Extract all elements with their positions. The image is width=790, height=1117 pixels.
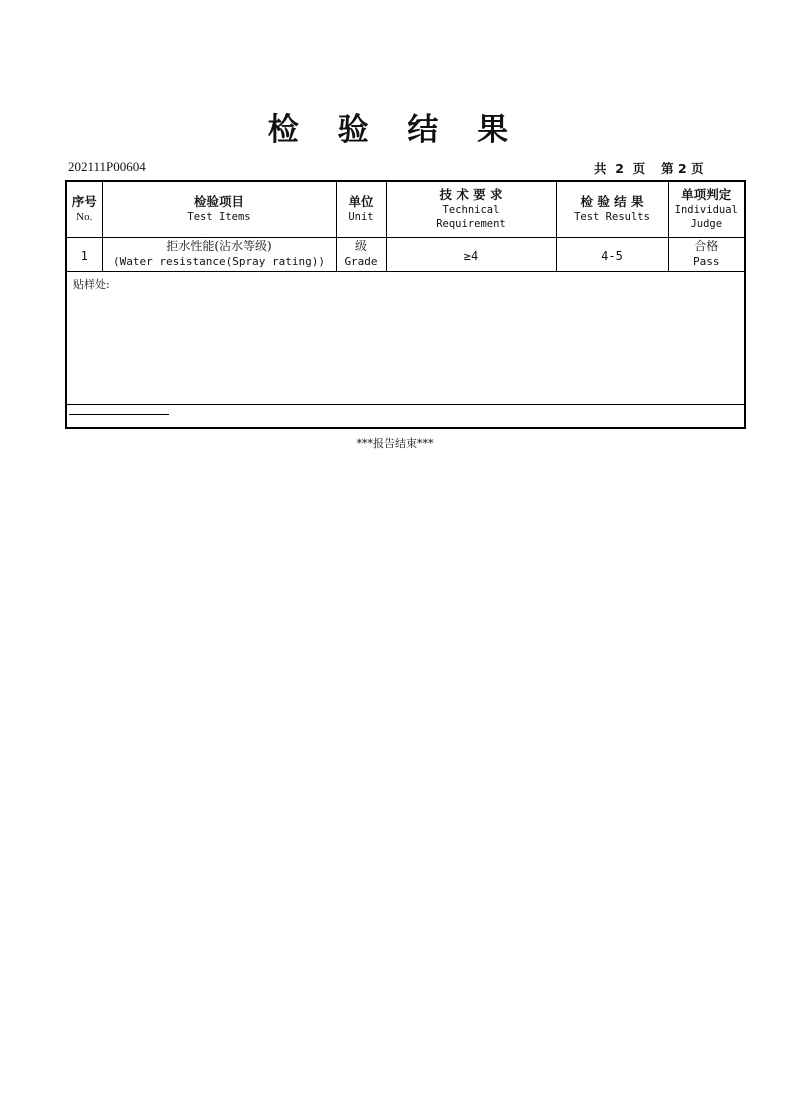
header-seq-en: No.	[76, 211, 93, 224]
header-judge-zh: 单项判定	[681, 187, 732, 203]
table-header-row	[66, 181, 745, 237]
report-number: 202111P00604	[68, 159, 146, 174]
header-item-zh: 检验项目	[193, 194, 244, 210]
page-title: 检 验 结 果	[267, 112, 523, 148]
header-requirement-en-2: Requirement	[436, 218, 506, 231]
header-item	[102, 181, 336, 237]
total-pages: 2	[615, 161, 624, 176]
header-unit-en: Unit	[348, 211, 374, 224]
page-count	[594, 159, 724, 177]
report-end-mark: ***报告结束***	[356, 437, 434, 450]
cell-judge	[668, 237, 745, 271]
signature-row	[66, 404, 745, 428]
signature-cell	[66, 404, 745, 428]
sample-area-row	[66, 271, 745, 404]
header-judge	[668, 181, 745, 237]
sample-area-label: 贴样处:	[73, 277, 110, 291]
results-table	[65, 180, 746, 429]
header-result-zh: 检 验 结 果	[580, 194, 644, 210]
cell-seq	[66, 237, 102, 271]
header-result-en: Test Results	[574, 211, 650, 224]
row-seq: 1	[80, 248, 88, 263]
row-item-en: (Water resistance(Spray rating))	[113, 255, 325, 268]
total-suffix: 页	[632, 161, 646, 176]
header-result	[556, 181, 668, 237]
row-unit-zh: 级	[354, 239, 367, 253]
current-page: 第 2 页	[661, 161, 704, 176]
cell-result	[556, 237, 668, 271]
cell-unit	[336, 237, 386, 271]
header-requirement	[386, 181, 556, 237]
sample-area	[66, 271, 745, 404]
header-unit-zh: 单位	[348, 194, 374, 210]
signature-line	[69, 414, 169, 415]
total-prefix: 共	[594, 161, 607, 176]
row-result: 4-5	[601, 248, 623, 263]
header-seq	[66, 181, 102, 237]
table-row	[66, 237, 745, 271]
row-judge-zh: 合格	[694, 239, 719, 253]
header-item-en: Test Items	[187, 211, 251, 224]
header-requirement-en-1: Technical	[442, 204, 500, 217]
header-judge-en-2: Judge	[690, 218, 723, 231]
header-requirement-zh: 技 术 要 求	[439, 187, 503, 203]
header-unit	[336, 181, 386, 237]
row-unit-en: Grade	[344, 255, 378, 268]
row-judge-en: Pass	[693, 255, 720, 268]
row-requirement: ≥4	[463, 248, 479, 263]
cell-requirement	[386, 237, 556, 271]
header-judge-en-1: Individual	[674, 204, 738, 217]
cell-item	[102, 237, 336, 271]
header-seq-zh: 序号	[71, 194, 97, 210]
row-item-zh: 拒水性能(沾水等级)	[166, 239, 272, 253]
